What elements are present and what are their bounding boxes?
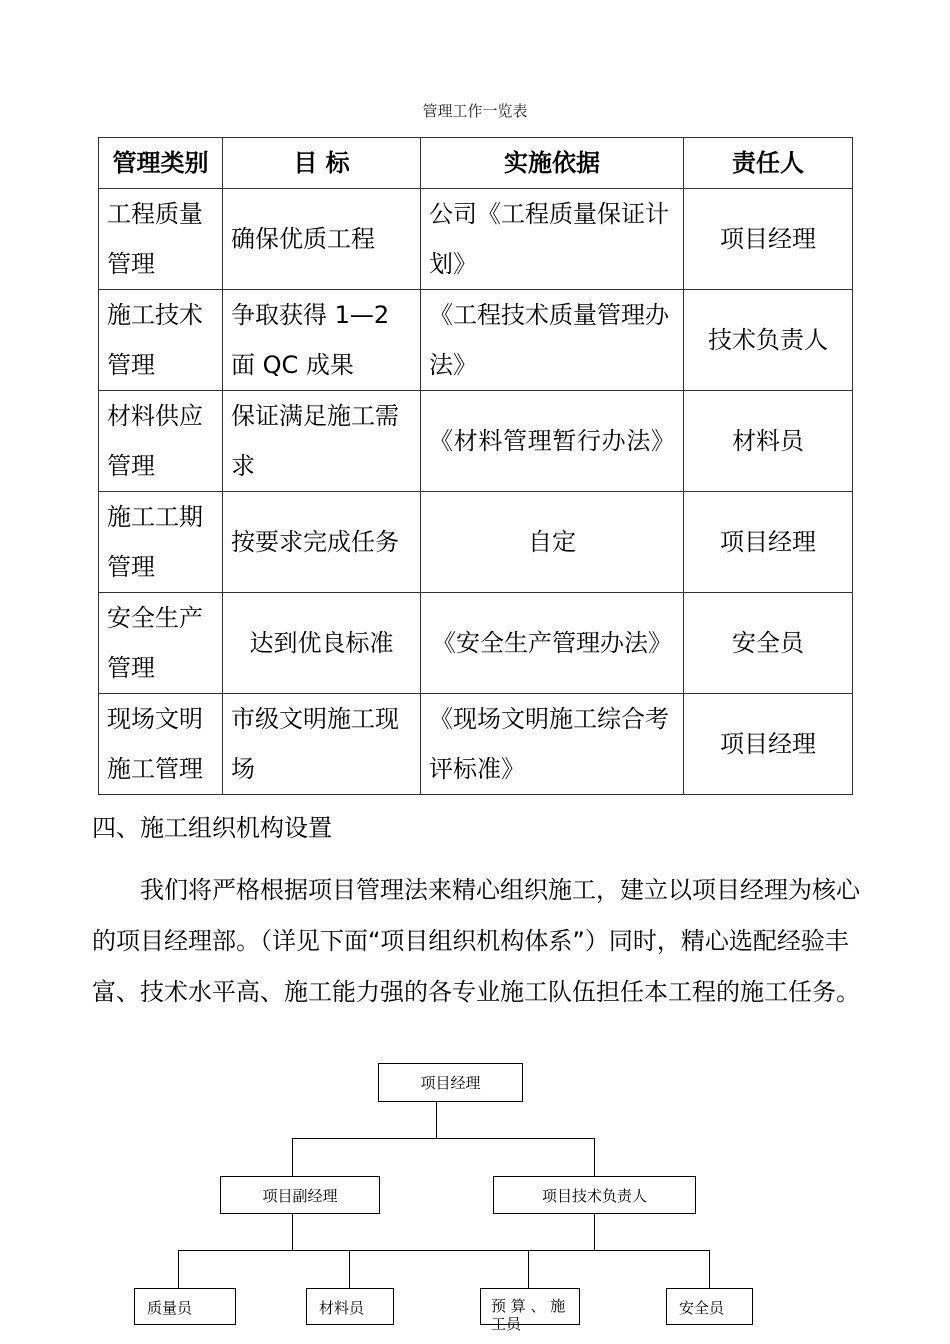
table-cell: 确保优质工程 [223,189,421,290]
org-node-level3: 预 算 、 施 工员 [480,1288,580,1325]
table-cell: 《现场文明施工综合考评标准》 [421,694,684,795]
connector-line [178,1250,710,1251]
table-caption: 管理工作一览表 [422,102,528,120]
table-cell: 市级文明施工现场 [223,694,421,795]
table-cell: 施工技术管理 [99,290,223,391]
connector-line [594,1138,595,1176]
table-cell: 安全员 [684,593,853,694]
connector-line [528,1250,529,1288]
org-node-level2: 项目副经理 [220,1176,380,1214]
table-cell: 项目经理 [684,492,853,593]
table-cell: 项目经理 [684,189,853,290]
table-cell: 达到优良标准 [223,593,421,694]
table-row [99,593,853,694]
table-row [99,290,853,391]
org-node-level3: 质量员 [134,1288,236,1325]
section-heading: 四、施工组织机构设置 [92,814,332,842]
table-row [99,189,853,290]
connector-line [436,1101,437,1139]
table-row [99,391,853,492]
table-cell: 《工程技术质量管理办法》 [421,290,684,391]
table-cell: 工程质量管理 [99,189,223,290]
body-paragraph: 我们将严格根据项目管理法来精心组织施工，建立以项目经理为核心的项目经理部。（详见下面“项目组织机构体系”）同时，精心选配经验丰富、技术水平高、施工能力强的各专业施工队伍担任本工程的施工任务。 [92,876,860,1006]
table-cell: 安全生产管理 [99,593,223,694]
connector-line [292,1138,293,1176]
org-node-level3: 安全员 [666,1288,753,1325]
column-header: 实施依据 [421,138,684,189]
table-cell: 争取获得 1—2 面 QC 成果 [223,290,421,391]
column-header: 目 标 [223,138,421,189]
connector-line [292,1213,293,1251]
connector-line [178,1250,179,1288]
org-node-level3: 材料员 [306,1288,394,1325]
management-table [98,137,853,795]
table-cell: 项目经理 [684,694,853,795]
connector-line [709,1250,710,1288]
table-cell: 自定 [421,492,684,593]
table-cell: 保证满足施工需求 [223,391,421,492]
column-header: 责任人 [684,138,853,189]
org-node-root: 项目经理 [378,1063,523,1102]
table-cell: 按要求完成任务 [223,492,421,593]
table-cell: 材料供应管理 [99,391,223,492]
table-cell: 施工工期管理 [99,492,223,593]
table-cell: 《安全生产管理办法》 [421,593,684,694]
org-node-level2: 项目技术负责人 [493,1176,696,1214]
table-cell: 技术负责人 [684,290,853,391]
connector-line [292,1138,595,1139]
table-row [99,694,853,795]
table-row [99,492,853,593]
connector-line [349,1250,350,1288]
table-header-row [99,138,853,189]
table-cell: 现场文明施工管理 [99,694,223,795]
table-cell: 《材料管理暂行办法》 [421,391,684,492]
table-cell: 材料员 [684,391,853,492]
connector-line [594,1213,595,1251]
table-cell: 公司《工程质量保证计划》 [421,189,684,290]
column-header: 管理类别 [99,138,223,189]
